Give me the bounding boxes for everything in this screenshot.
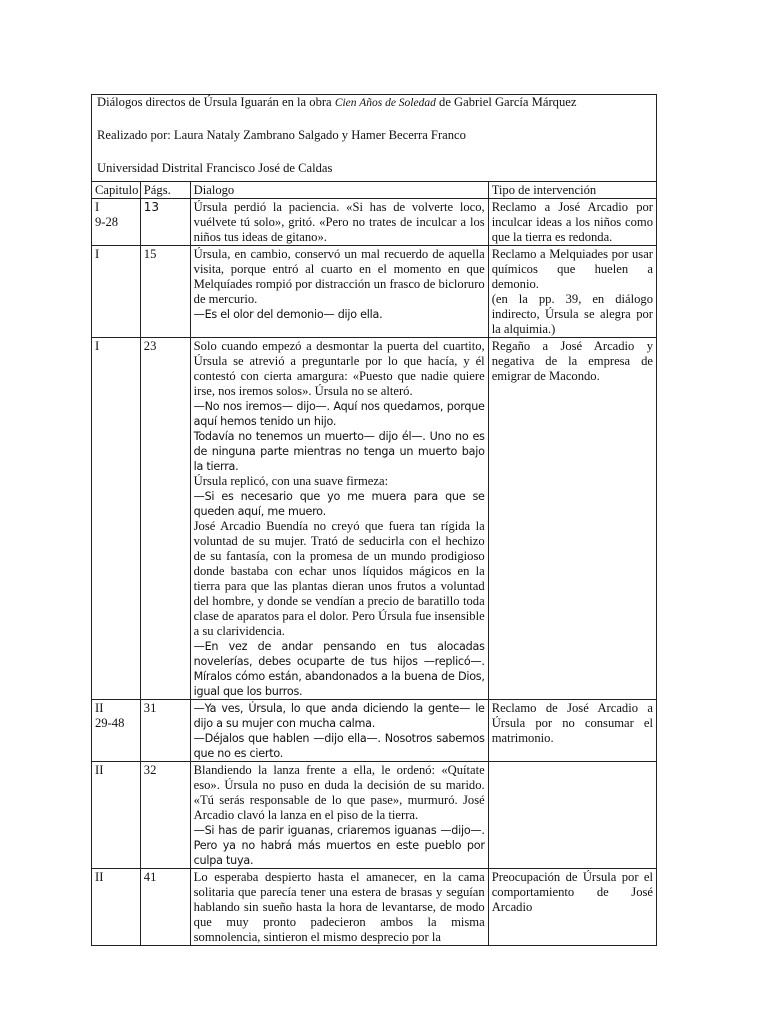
dialog-paragraph: Lo esperaba despierto hasta el amanecer, en la cama solitaria que parecía tener una estera de brasas y seguían hablando sin sueño hasta la hora de levantarse, de modo que muy pronto padecieron ambos la misma somnolencia, sintieron el mismo desprecio por la <box>193 870 485 944</box>
intervention-type-cell <box>488 338 656 700</box>
pages-cell: 32 <box>140 762 190 869</box>
dialog-cell <box>190 199 488 246</box>
chapter-page-range: 29-48 <box>95 716 125 730</box>
pages-cell: 31 <box>140 700 190 762</box>
chapter-cell <box>92 762 141 869</box>
dialog-cell <box>190 869 488 946</box>
intervention-type-cell <box>488 246 656 338</box>
col-header-chapter: Capitulo <box>92 182 141 199</box>
document-title <box>97 95 651 128</box>
header-row <box>92 95 657 182</box>
dialog-cell <box>190 762 488 869</box>
intervention-type-text: (en la pp. 39, en diálogo indirecto, Úrsula se alegra por la alquimia.) <box>491 292 653 336</box>
chapter-number: II <box>95 701 104 715</box>
table-row <box>92 762 657 869</box>
dialog-paragraph: Úrsula perdió la paciencia. «Si has de volverte loco, vuélvete tú solo», gritó. «Pero no trates de inculcar a los niños tus ideas de gitano». <box>193 200 485 244</box>
dialog-paragraph: José Arcadio Buendía no creyó que fuera tan rígida la voluntad de su mujer. Trató de seducirla con el hechizo de su fantasía, con la promesa de un mundo prodigioso donde bastaba con echar unos líquidos mágicos en la tierra para que las plantas dieran unos frutos a voluntad del hombre, y donde se vendían a precio de baratillo toda clase de aparatos para el dolor. Pero Úrsula fue insensible a su clarividencia. <box>193 519 485 638</box>
table-row <box>92 246 657 338</box>
dialog-table <box>91 94 657 946</box>
intervention-type-text: Reclamo a José Arcadio por inculcar ideas a los niños como que la tierra es redonda. <box>491 200 653 244</box>
table-row <box>92 338 657 700</box>
dialog-paragraph: Úrsula, en cambio, conservó un mal recuerdo de aquella visita, porque entró al cuarto en el momento en que Melquíades rompió por distracción un frasco de bicloruro de mercurio. <box>193 247 485 306</box>
title-suffix: de Gabriel García Márquez <box>439 95 577 109</box>
dialog-paragraph: Blandiendo la lanza frente a ella, le ordenó: «Quítate eso». Úrsula no puso en duda la decisión de su marido. «Tú serás responsable de lo que pase», murmuró. José Arcadio clavó la lanza en el piso de la tierra. <box>193 763 485 822</box>
pages-cell: 15 <box>140 246 190 338</box>
dialog-paragraph: —Es el olor del demonio— dijo ella. <box>193 308 383 321</box>
pages-cell: 41 <box>140 869 190 946</box>
chapter-cell <box>92 246 141 338</box>
document-header <box>92 95 657 182</box>
table-row <box>92 700 657 762</box>
intervention-type-cell <box>488 199 656 246</box>
table-row <box>92 199 657 246</box>
column-header-row <box>92 182 657 199</box>
title-work: Cien Años de Soledad <box>334 97 436 109</box>
table-row <box>92 869 657 946</box>
dialog-paragraph: —En vez de andar pensando en tus alocadas novelerías, debes ocuparte de tus hijos —replicó—. Míralos cómo están, abandonados a la buena de Dios, igual que los burros. <box>193 640 485 698</box>
dialog-paragraph: —Ya ves, Úrsula, lo que anda diciendo la gente— le dijo a su mujer con mucha calma. <box>193 702 485 730</box>
document-page <box>91 94 657 946</box>
chapter-number: I <box>95 200 100 214</box>
intervention-type-cell <box>488 869 656 946</box>
document-university: Universidad Distrital Francisco José de Caldas <box>97 161 333 175</box>
dialog-paragraph: Solo cuando empezó a desmontar la puerta del cuartito, Úrsula se atrevió a preguntarle por lo que hacía, y él contestó con cierta amargura: «Puesto que nadie quiere irse, nos iremos solos». Úrsula no se alteró. <box>193 339 485 398</box>
col-header-type: Tipo de intervención <box>488 182 656 199</box>
dialog-paragraph: Úrsula replicó, con una suave firmeza: <box>193 474 389 488</box>
chapter-number: II <box>95 763 104 777</box>
intervention-type-text: Preocupación de Úrsula por el comportamiento de José Arcadio <box>491 870 653 914</box>
chapter-cell <box>92 700 141 762</box>
col-header-dialog: Dialogo <box>190 182 488 199</box>
dialog-paragraph: —Déjalos que hablen —dijo ella—. Nosotros sabemos que no es cierto. <box>193 732 485 760</box>
dialog-cell <box>190 246 488 338</box>
dialog-paragraph: —Si es necesario que yo me muera para que se queden aquí, me muero. <box>193 490 485 518</box>
pages-cell: 23 <box>140 338 190 700</box>
intervention-type-text: Reclamo de José Arcadio a Úrsula por no consumar el matrimonio. <box>491 701 653 745</box>
table-body <box>92 199 657 946</box>
intervention-type-text: Regaño a José Arcadio y negativa de la empresa de emigrar de Macondo. <box>491 339 653 383</box>
chapter-number: I <box>95 247 100 261</box>
title-prefix: Diálogos directos de Úrsula Iguarán en la obra <box>97 95 332 109</box>
dialog-paragraph: —No nos iremos— dijo—. Aquí nos quedamos, porque aquí hemos tenido un hijo. <box>193 400 485 428</box>
document-authors: Realizado por: Laura Nataly Zambrano Salgado y Hamer Becerra Franco <box>97 128 466 142</box>
chapter-page-range: 9-28 <box>95 215 119 229</box>
pages-cell: 13 <box>140 199 190 246</box>
intervention-type-text: Reclamo a Melquiades por usar químicos que huelen a demonio. <box>491 247 653 291</box>
chapter-cell <box>92 338 141 700</box>
chapter-cell <box>92 869 141 946</box>
dialog-cell <box>190 338 488 700</box>
dialog-paragraph: —Si has de parir iguanas, criaremos iguanas —dijo—. Pero ya no habrá más muertos en este pueblo por culpa tuya. <box>193 824 485 867</box>
chapter-number: II <box>95 870 104 884</box>
chapter-number: I <box>95 339 100 353</box>
dialog-paragraph: Todavía no tenemos un muerto— dijo él—. Uno no es de ninguna parte mientras no tenga un muerto bajo la tierra. <box>193 430 485 473</box>
intervention-type-cell <box>488 762 656 869</box>
dialog-cell <box>190 700 488 762</box>
intervention-type-cell <box>488 700 656 762</box>
col-header-pages: Págs. <box>140 182 190 199</box>
chapter-cell <box>92 199 141 246</box>
